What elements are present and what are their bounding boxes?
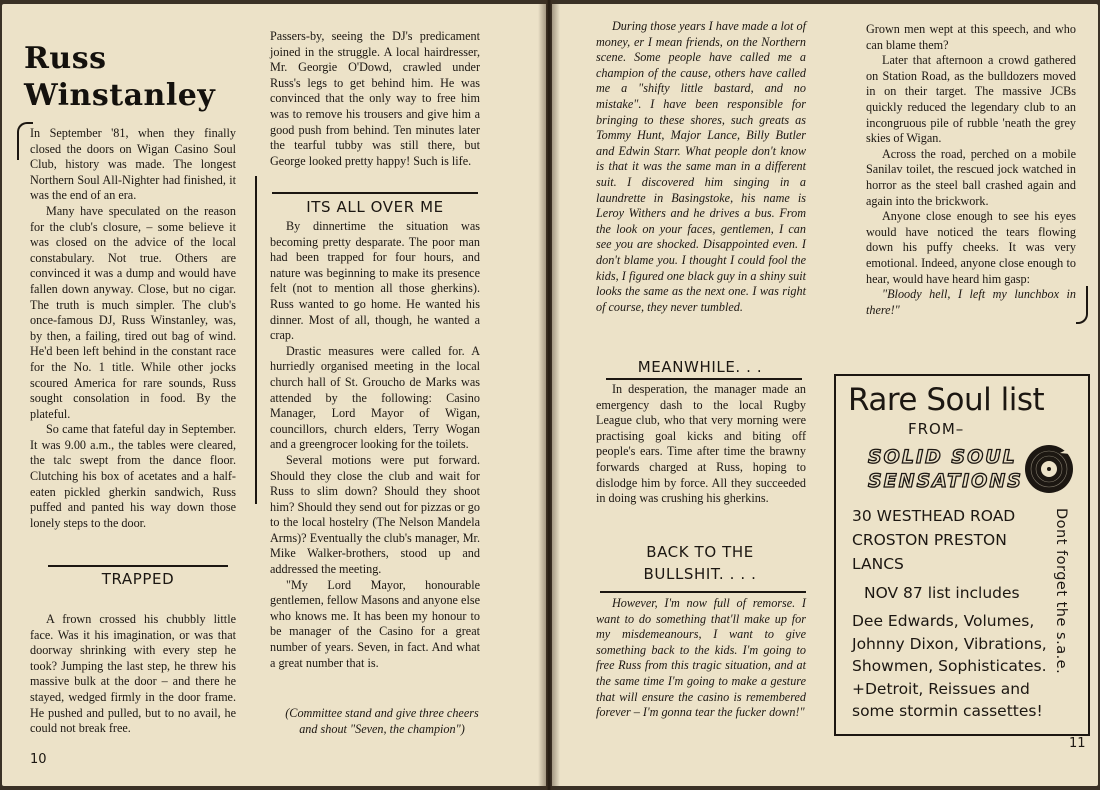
col2-paragraph: Several motions were put forward. Should they close the club and wait for Russ to slim down? Should they shoot him? Should they send out for pizzas or go to the local hostelry (The Nelson Mandela Arms)? Eventually the club's manager, Mr. Mike Walker-brothers, stood up and addressed the meeting. [270,452,480,577]
col1-paragraph: In September '81, when they finally closed the doors on Wigan Casino Soul Club, history was made. The longest Northern Soul All-Nighter had finished, it was the end of an era. [30,126,236,203]
advert-brand-line-2: SENSATIONS [868,470,1023,492]
advert-list-line: some stormin cassettes! [852,702,1043,721]
advert-headline: Rare Soul list [848,382,1045,418]
advert-address-line-1: 30 WESTHEAD ROAD [852,507,1016,525]
trapped-rule [48,565,228,567]
advert-address-line-2: CROSTON PRESTON [852,531,1007,549]
bullshit-rule [600,591,806,593]
closing-bracket-ornament [1076,286,1088,324]
title-line-2: Winstanley [24,78,216,113]
advert-list-line: Showmen, Sophisticates. [852,657,1047,676]
column-4 [866,22,1076,318]
col1-paragraph: A frown crossed his chubbly little face. Was it his imagination, or was that doorway shrinking with every step he took? Jumping the last step, he threw his massive bulk at the door – and there he stayed, wedged firmly in the door frame. He pushed and pulled, but to no avail, he could not break free. [30,612,236,736]
article-title [24,40,215,114]
rare-soul-advert: Rare Soul list FROM– SOLID SOUL SENSATIONS 30 WESTHEAD ROAD CROSTON PRESTON LANCS NOV 87 list includes Dee Edwards, Volumes, Johnny Dixon, Vibrations, Showmen, Sophisticates. +Detroit, Reissues and some stormin cassettes! Dont forget the s.a.e. [834,374,1090,736]
col4-paragraph: Anyone close enough to see his eyes would have noticed the tears flowing down his puffy cheeks. It was very emotional. Indeed, anyone close enough to hear, would have heard him gasp: [866,209,1076,286]
book-gutter [538,0,560,790]
trapped-heading: TRAPPED [101,570,175,588]
meanwhile-rule [606,378,802,380]
bullshit-heading-line-1: BACK TO THE [646,543,754,561]
manager-speech: During those years I have made a lot of money, er I mean friends, on the Northern scene. Some people have called me a champion of the cause, others have called me a "shifty little bastard, and no mistake". I have been responsible for bringing to these shores, such greats as Tommy Hunt, Major Lance, Billy Butler and Edwin Starr. What people don't know is that it was the same man in a different suit. I discovered him singing in a laundrette in Basingstoke, his name is Leroy Withers and he drives a bus. From the look on your faces, gentlemen, I can see you are shocked. Disappointed even. I don't blame you. I thought I could fool the kids, I figured one black guy in a shiny suit looks the same as the next one. I was right of course, they never tumbled. [596,19,806,314]
bullshit-heading-line-2: BULLSHIT. . . . [643,565,757,583]
advert-brand-line-1: SOLID SOUL [868,446,1017,468]
column-2-continued [270,219,480,671]
page-number-right: 11 [1069,736,1086,751]
vinyl-record-icon [1024,444,1074,494]
col1-paragraph: So came that fateful day in September. It was 9.00 a.m., the tables were cleared, the talc swept from the dance floor. Clutching his box of acetates and a half-eaten pickled gherkin sandwich, Russ puffed and panted his way down those lonely steps to the door. [30,422,236,530]
col2-paragraph: Drastic measures were called for. A hurriedly organised meeting in the local church hall of St. Groucho de Marks was attended by the following: Casino Manager, Lord Mayor of Wigan, councillors, church elders, Terry Wogan and a greengrocer looking for the toilets. [270,343,480,452]
col3-paragraph: In desperation, the manager made an emergency dash to the local Rugby League club, who that very morning were practising goal kicks and biting off people's ears. Time after time the brawny forwards charged at Russ, hoping to dislodge him by force. All they succeeded in doing was crushing his gherkins. [596,382,806,506]
column-1-continued [30,612,236,737]
col2-paragraph: "My Lord Mayor, honourable gentlemen, fellow Masons and anyone else who knows me. It has been my honour to be manager of the Casino for a great number of years. Seven, in fact. And what a great number that is. [270,577,480,670]
its-all-over-heading: ITS ALL OVER ME [306,198,444,216]
col2-paragraph: Passers-by, seeing the DJ's predicament joined in the struggle. A local hairdresser, Mr. Georgie O'Dowd, crawled under Russ's legs to get behind him. He was convinced that the only way to free him was to remove his trousers and give him a good push from behind. Ten minutes later the tearful tubby was still there, but George looked pretty happy! Such is life. [270,29,480,168]
col2-paragraph: By dinnertime the situation was becoming pretty desparate. The poor man had been trapped for four hours, and nature was beginning to make its presence felt (not to mention all those gherkins). Russ wanted to go home. He wanted his dinner. Most of all, though, he wanted a crap. [270,219,480,343]
advert-list-intro: NOV 87 list includes [864,584,1020,602]
title-line-1: Russ [24,41,107,76]
lunchbox-quote: "Bloody hell, I left my lunchbox in there!" [866,287,1076,317]
advert-list-line: Johnny Dixon, Vibrations, [852,634,1047,653]
advert-artist-list [852,610,1047,723]
manager-final-speech: However, I'm now full of remorse. I want to do something that'll make up for my misdemeanours, I want to give something back to the kids. I'm going to free Russ from this tragic situation, and at the same time I'm going to make a gesture that will ensure the casino is remembered forever – I'm gonna tear the fucker down!" [596,596,806,720]
advert-from: FROM– [908,420,965,438]
back-to-bullshit-heading [600,541,800,585]
col1-paragraph: Many have speculated on the reason for the club's closure, – some believe it was closed on the advice of the local constabulary. Not true. Others are convinced it was a dump and would have fallen down anyway. Close, but no cigar. The truth is much simpler. The club's once-famous DJ, Russ Winstanley, was, by then, a failing, tired out bag of wind. He'd been left behind in the constant race for the No. 1 title. While other jocks scoured America for rare sounds, Russ sought consolation in food. By the plateful. [30,203,236,421]
col4-paragraph: Grown men wept at this speech, and who can blame them? [866,22,1076,52]
advert-list-line: Dee Edwards, Volumes, [852,612,1035,630]
col4-paragraph: Across the road, perched on a mobile Sanilav toilet, the rescued jock watched in horror as the steel ball crashed again and again into the brickwork. [866,146,1076,208]
page-number-left: 10 [30,752,47,767]
column-3-final [596,596,806,721]
column-3-speech [596,19,806,315]
column-divider-left [255,176,257,504]
column-1 [30,126,236,531]
advert-address-line-3: LANCS [852,555,904,573]
committee-note: (Committee stand and give three cheers and shout "Seven, the champion") [285,706,479,736]
col4-paragraph: Later that afternoon a crowd gathered on Station Road, as the bulldozers moved in on their target. The massive JCBs quickly reduced the legendary club to an incongruous pile of rubble 'neath the grey skies of Wigan. [866,53,1076,146]
meanwhile-heading: MEANWHILE. . . [637,358,763,376]
its-all-over-rule [272,192,478,194]
column-3-continued [596,382,806,507]
advert-list-line: +Detroit, Reissues and [852,679,1030,698]
column-2 [270,29,480,169]
